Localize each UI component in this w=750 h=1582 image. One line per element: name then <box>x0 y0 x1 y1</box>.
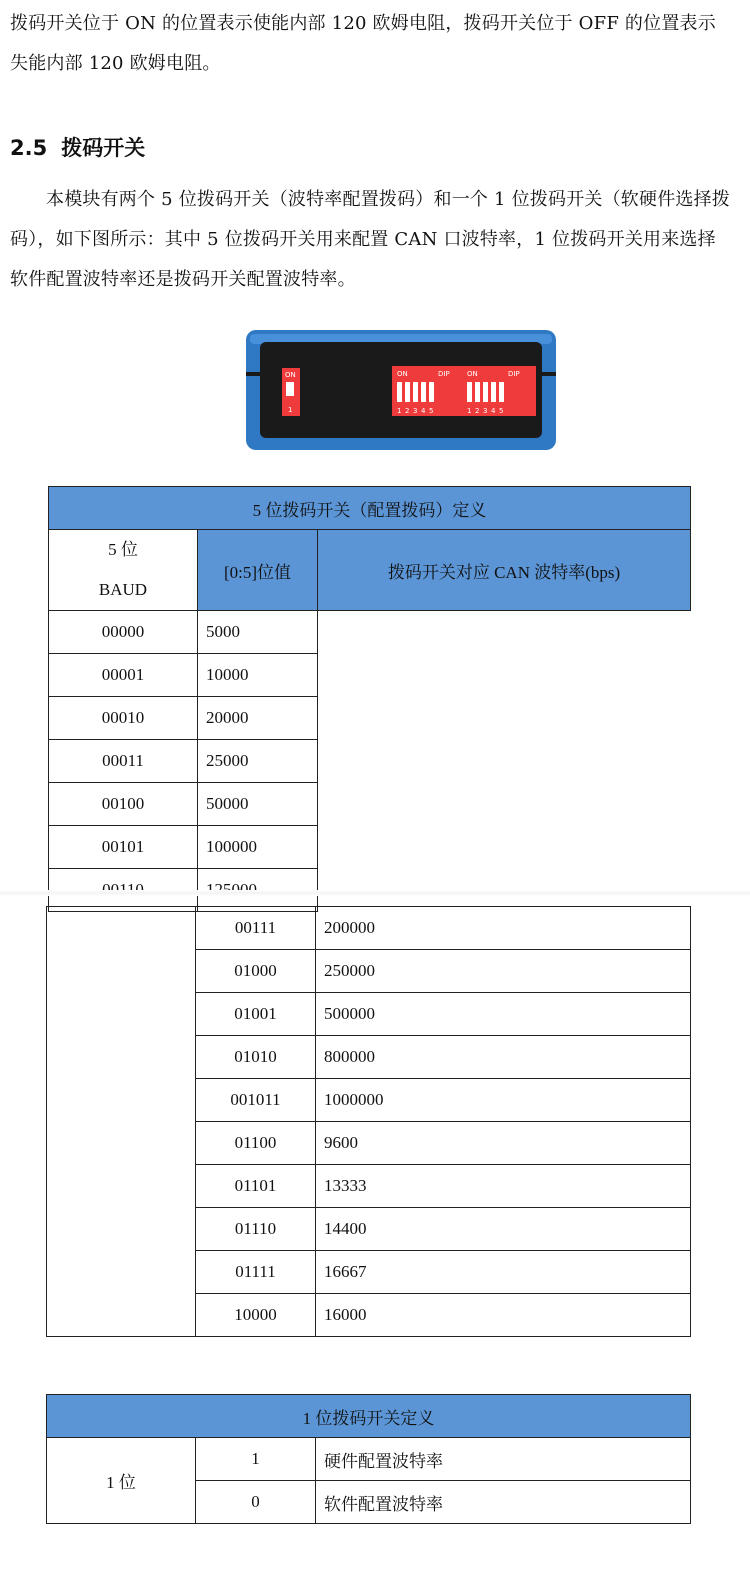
section-heading <box>10 132 145 162</box>
baud-table-part-1 <box>48 486 691 912</box>
dip-lever-2-3 <box>483 382 488 402</box>
baud-rate: 10000 <box>198 654 318 697</box>
switch-code: 01010 <box>196 1036 316 1079</box>
baud-table-part-2 <box>46 906 691 1337</box>
switch-code: 00001 <box>49 654 198 697</box>
mode-row-label: 1 位 <box>47 1438 196 1524</box>
device-notch-left <box>246 372 260 376</box>
table-row <box>49 740 691 783</box>
switch-code: 01101 <box>196 1165 316 1208</box>
dip-switch-device-image <box>246 330 556 450</box>
baud-rate: 800000 <box>316 1036 691 1079</box>
mode-code-1: 1 <box>196 1438 316 1481</box>
baud-rate: 1000000 <box>316 1079 691 1122</box>
baud-rate: 250000 <box>316 950 691 993</box>
table-row <box>47 907 691 950</box>
baud-rate: 25000 <box>198 740 318 783</box>
switch-code: 00101 <box>49 826 198 869</box>
device-notch-right <box>542 372 556 376</box>
dip-lever-1-2 <box>405 382 410 402</box>
row-label-bits: 5 位 <box>108 540 138 559</box>
mode-desc-1: 硬件配置波特率 <box>316 1438 691 1481</box>
switch-code: 00000 <box>49 611 198 654</box>
dip-lever-1-1 <box>397 382 402 402</box>
dip-group-2-num-5: 5 <box>499 407 504 415</box>
baud-rate: 200000 <box>316 907 691 950</box>
baud-rate: 100000 <box>198 826 318 869</box>
table-row <box>49 826 691 869</box>
intro-paragraph: 拨码开关位于 ON 的位置表示使能内部 120 欧姆电阻，拨码开关位于 OFF 的位置表示失能内部 120 欧姆电阻。 <box>10 13 716 74</box>
switch-code: 001011 <box>196 1079 316 1122</box>
mode-table-title: 1 位拨码开关定义 <box>47 1395 691 1438</box>
dip-group-1-on: ON <box>397 370 408 378</box>
baud-rate: 14400 <box>316 1208 691 1251</box>
table-row <box>49 783 691 826</box>
page-break <box>0 890 750 896</box>
dip-lever-1-5 <box>429 382 434 402</box>
dip-group-1-num-1: 1 <box>397 407 402 415</box>
baud-rate: 50000 <box>198 783 318 826</box>
col-header-rate: 拨码开关对应 CAN 波特率(bps) <box>318 530 691 611</box>
switch-code: 01111 <box>196 1251 316 1294</box>
baud-rate: 16000 <box>316 1294 691 1337</box>
switch-code: 01000 <box>196 950 316 993</box>
switch-code: 00100 <box>49 783 198 826</box>
dip-group-2-dip: DIP <box>508 370 520 378</box>
baud-rate: 13333 <box>316 1165 691 1208</box>
table-title: 5 位拨码开关（配置拨码）定义 <box>49 487 691 530</box>
baud-rate: 16667 <box>316 1251 691 1294</box>
dip-lever-1-4 <box>421 382 426 402</box>
mode-code-0: 0 <box>196 1481 316 1524</box>
row-label-cell <box>49 530 198 611</box>
dip-group-1-num-5: 5 <box>429 407 434 415</box>
dip-lever-1-3 <box>413 382 418 402</box>
dip-group-2-num-2: 2 <box>475 407 480 415</box>
switch-code: 01100 <box>196 1122 316 1165</box>
switch-code: 10000 <box>196 1294 316 1337</box>
switch-code: 00011 <box>49 740 198 783</box>
single-switch-pos-label: 1 <box>288 406 293 414</box>
baud-rate: 5000 <box>198 611 318 654</box>
mode-desc-0: 软件配置波特率 <box>316 1481 691 1524</box>
row-label-baud: BAUD <box>98 580 148 599</box>
dip-group-2-on: ON <box>467 370 478 378</box>
section-number: 2.5 <box>10 136 48 160</box>
baud-rate: 500000 <box>316 993 691 1036</box>
switch-code: 01001 <box>196 993 316 1036</box>
dip-group-2-num-1: 1 <box>467 407 472 415</box>
switch-code: 00010 <box>49 697 198 740</box>
table-row <box>49 654 691 697</box>
mode-table <box>46 1394 691 1524</box>
col-header-value: [0:5]位值 <box>198 530 318 611</box>
dip-group-1-dip: DIP <box>438 370 450 378</box>
dip-group-2-num-3: 3 <box>483 407 488 415</box>
dip-group-1-num-2: 2 <box>405 407 410 415</box>
dip-group-1-num-3: 3 <box>413 407 418 415</box>
single-switch-on-label: ON <box>285 371 296 379</box>
baud-rate: 9600 <box>316 1122 691 1165</box>
section-paragraph: 本模块有两个 5 位拨码开关（波特率配置拨码）和一个 1 位拨码开关（软硬件选择拨码），如下图所示：其中 5 位拨码开关用来配置 CAN 口波特率，1 位拨码开关用来选择软件配置波特率还是拨码开关配置波特率。 <box>10 189 730 290</box>
dip-lever-2-5 <box>499 382 504 402</box>
single-switch-lever <box>286 382 294 396</box>
switch-code: 01110 <box>196 1208 316 1251</box>
table-row <box>49 611 691 654</box>
dip-lever-2-1 <box>467 382 472 402</box>
switch-code: 00111 <box>196 907 316 950</box>
dip-lever-2-4 <box>491 382 496 402</box>
section-title: 拨码开关 <box>61 136 146 160</box>
dip-group-2-num-4: 4 <box>491 407 496 415</box>
dip-lever-2-2 <box>475 382 480 402</box>
baud-rate: 20000 <box>198 697 318 740</box>
empty-label-cell <box>47 907 196 1337</box>
table-row <box>49 697 691 740</box>
dip-group-1-num-4: 4 <box>421 407 426 415</box>
